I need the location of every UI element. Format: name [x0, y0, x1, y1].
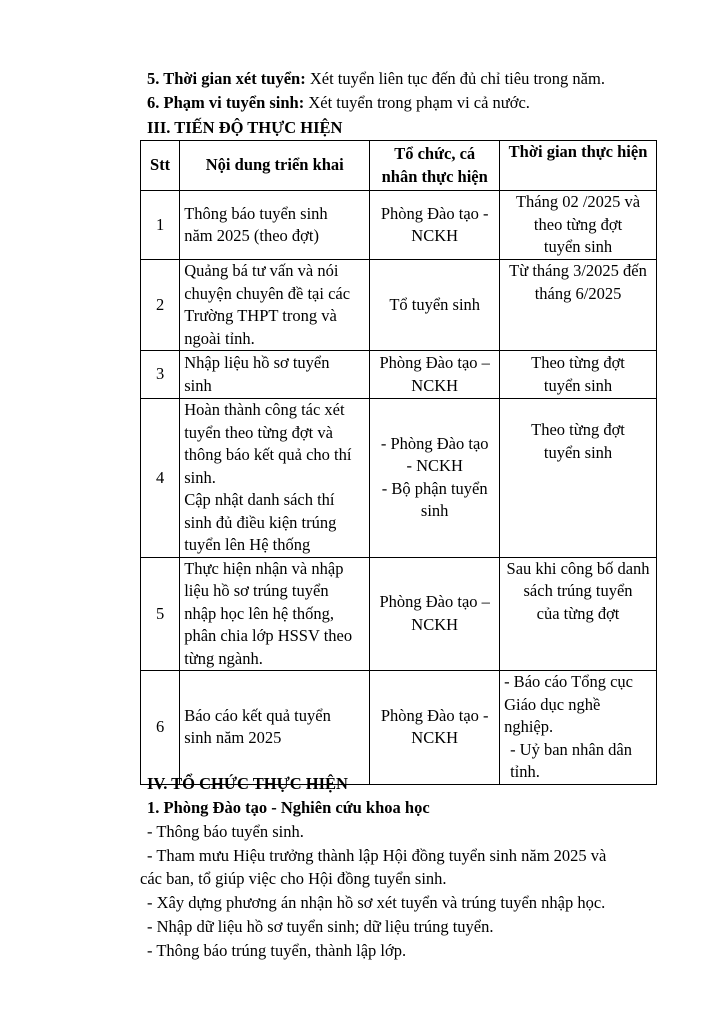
row6-content [180, 671, 370, 785]
row4-stt: 4 [141, 399, 180, 558]
row6-content-line: Báo cáo kết quả tuyển [184, 705, 331, 725]
section4-heading: IV. TỔ CHỨC THỰC HIỆN [147, 774, 348, 793]
section3-heading: III. TIẾN ĐỘ THỰC HIỆN [147, 118, 343, 137]
row1-stt: 1 [141, 191, 180, 260]
header-content: Nội dung triển khai [180, 141, 370, 191]
row1-time-line: Tháng 02 /2025 và [515, 192, 641, 212]
row4-content-line: sinh đủ điều kiện trúng [184, 512, 337, 532]
table-row [141, 557, 657, 671]
row5-stt: 5 [141, 557, 180, 671]
row4-org-line: - Phòng Đào tạo [380, 433, 489, 453]
row4-time [500, 399, 657, 558]
row5-time [500, 557, 657, 671]
row2-content-line: Trường THPT trong và [184, 306, 337, 325]
row1-org-line: Phòng Đào tạo - [380, 203, 489, 223]
row4-content-line: tuyển lên Hệ thống [184, 535, 311, 554]
row6-time-line: tỉnh. [510, 762, 540, 781]
row3-org [370, 351, 500, 399]
row4-content-line: Hoàn thành công tác xét [184, 400, 345, 419]
row2-time-line: tháng 6/2025 [534, 283, 622, 303]
row4-org-line: - NCKH [406, 456, 463, 476]
row2-content-line: Quảng bá tư vấn và nói [184, 261, 339, 280]
row4-content [180, 399, 370, 558]
row6-content-line: sinh năm 2025 [184, 728, 282, 748]
row3-time-line: tuyển sinh [543, 375, 613, 395]
row2-content-line: chuyện chuyên đề tại các [184, 283, 351, 303]
row3-time-line: Theo từng đợt [531, 353, 625, 372]
row4-content-line: tuyển theo từng đợt và [184, 422, 333, 442]
header-org-line1: Tổ chức, cá [394, 144, 476, 163]
header-org-line2: nhân thực hiện [381, 166, 488, 186]
list-item: các ban, tổ giúp việc cho Hội đồng tuyển sinh. [140, 869, 447, 888]
row3-stt: 3 [141, 351, 180, 399]
row1-content-line: năm 2025 (theo đợt) [184, 226, 319, 245]
row5-content [180, 557, 370, 671]
row5-org-line: Phòng Đào tạo – [379, 592, 490, 612]
table-row [141, 191, 657, 260]
row6-time-line: - Báo cáo Tổng cục [504, 672, 633, 691]
table-row [141, 260, 657, 351]
row1-time-line: tuyển sinh [543, 237, 613, 257]
row5-content-line: liệu hồ sơ trúng tuyển [184, 581, 329, 600]
table-row [141, 399, 657, 558]
list-item: - Xây dựng phương án nhận hồ sơ xét tuyển và trúng tuyển nhập học. [147, 893, 606, 912]
row1-content-line: Thông báo tuyển sinh [184, 203, 328, 223]
row6-stt: 6 [141, 671, 180, 785]
table-row [141, 351, 657, 399]
row4-content-line: sinh. [184, 467, 216, 487]
row2-content-line: ngoài tỉnh. [184, 328, 255, 348]
row6-time-line: - Uỷ ban nhân dân [510, 739, 632, 759]
row2-content [180, 260, 370, 351]
row5-content-line: phân chia lớp HSSV theo [184, 626, 353, 645]
row5-time-line: của từng đợt [536, 603, 620, 623]
row4-time-line: tuyển sinh [543, 442, 613, 462]
row3-time [500, 351, 657, 399]
admission-time-line [147, 68, 605, 90]
table-row [141, 671, 657, 785]
row5-time-line: Sau khi công bố danh [506, 558, 650, 578]
row1-time [500, 191, 657, 260]
row3-org-line: Phòng Đào tạo – [379, 353, 490, 372]
row6-time [500, 671, 657, 785]
admission-time-label: 5. Thời gian xét tuyển: [147, 69, 306, 88]
row6-time-line: Giáo dục nghề nghiệp. [504, 694, 601, 736]
row3-org-line: NCKH [411, 375, 459, 395]
row6-org-line: NCKH [411, 728, 459, 748]
row2-org [370, 260, 500, 351]
row3-content [180, 351, 370, 399]
header-stt: Stt [141, 141, 180, 191]
row1-content [180, 191, 370, 260]
row4-content-line: Cập nhật danh sách thí [184, 490, 335, 509]
row6-org [370, 671, 500, 785]
row4-org-line: sinh [420, 501, 449, 521]
row5-content-line: Thực hiện nhận và nhập [184, 558, 344, 578]
row5-org [370, 557, 500, 671]
table-header-row [141, 141, 657, 191]
list-item: - Thông báo trúng tuyển, thành lập lớp. [147, 941, 407, 960]
row2-time [500, 260, 657, 351]
row4-content-line: thông báo kết quả cho thí [184, 445, 352, 464]
row5-org-line: NCKH [411, 614, 459, 634]
row2-time-line: Từ tháng 3/2025 đến [509, 261, 647, 280]
row3-content-line: Nhập liệu hồ sơ tuyển [184, 353, 330, 372]
row5-time-line: sách trúng tuyển [523, 581, 633, 600]
row4-org-line: - Bộ phận tuyển [381, 478, 488, 498]
row3-content-line: sinh [184, 375, 212, 395]
list-item: - Tham mưu Hiệu trưởng thành lập Hội đồng tuyển sinh năm 2025 và [147, 846, 607, 865]
row4-time-line: Theo từng đợt [531, 420, 625, 439]
row1-time-line: theo từng đợt [533, 214, 623, 234]
header-time: Thời gian thực hiện [500, 141, 657, 191]
row2-org-line: Tổ tuyển sinh [389, 294, 481, 314]
row6-org-line: Phòng Đào tạo - [380, 705, 489, 725]
admission-scope-label: 6. Phạm vi tuyển sinh: [147, 93, 305, 112]
row4-org [370, 399, 500, 558]
admission-scope-line [147, 92, 530, 114]
row1-org [370, 191, 500, 260]
row2-stt: 2 [141, 260, 180, 351]
list-item: - Nhập dữ liệu hồ sơ tuyển sinh; dữ liệu trúng tuyển. [147, 917, 494, 936]
row1-org-line: NCKH [411, 226, 459, 245]
list-item: - Thông báo tuyển sinh. [147, 822, 304, 841]
row5-content-line: từng ngành. [184, 648, 263, 668]
progress-table [140, 140, 657, 785]
row5-content-line: nhập học lên hệ thống, [184, 603, 335, 623]
header-org [370, 141, 500, 191]
admission-time-text: Xét tuyển liên tục đến đủ chỉ tiêu trong năm. [305, 69, 605, 88]
section4-subheading: 1. Phòng Đào tạo - Nghiên cứu khoa học [147, 798, 430, 817]
admission-scope-text: Xét tuyển trong phạm vi cả nước. [304, 93, 530, 112]
